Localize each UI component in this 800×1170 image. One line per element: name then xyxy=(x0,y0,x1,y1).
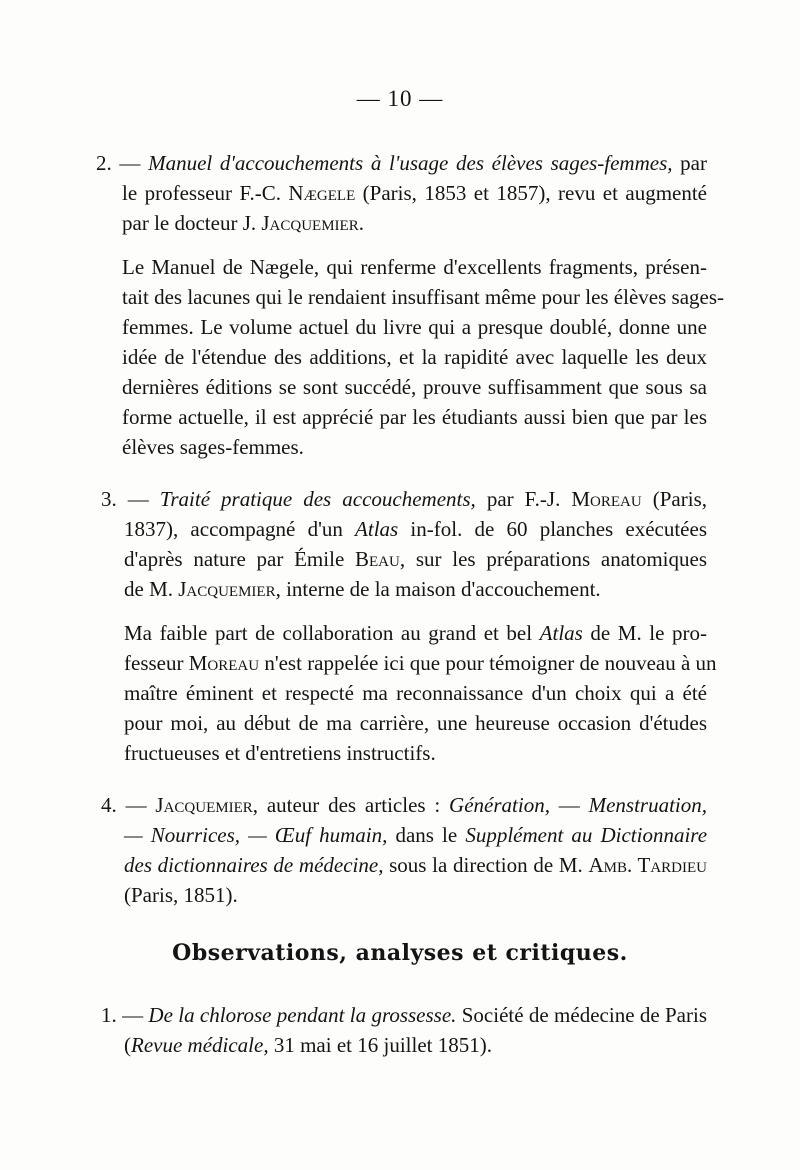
text: — xyxy=(549,793,589,817)
book-title: Manuel d'accouchements à l'usage des élèves sages-femmes, xyxy=(148,151,673,175)
book-title: Supplément au Dictionnaire xyxy=(465,823,708,847)
author-name: Moreau xyxy=(571,487,642,511)
entry-3-para-line: fructueuses et d'entretiens instructifs. xyxy=(124,741,436,765)
article-title: — Nourrices, — Œuf humain, xyxy=(124,823,388,847)
article-title: Menstruation, xyxy=(588,793,708,817)
book-title: Atlas xyxy=(539,621,583,645)
person-name: Amb. Tardieu xyxy=(588,853,707,877)
text: , auteur des articles : xyxy=(252,793,450,817)
text: in-fol. de 60 planches exécutées xyxy=(398,517,707,541)
text: par le docteur J. xyxy=(122,211,262,235)
author-name: Jacquemier xyxy=(261,211,359,235)
entry-4-line-3 xyxy=(124,850,707,880)
entry-4-line-4: (Paris, 1851). xyxy=(124,883,238,907)
text: de M. xyxy=(124,577,179,601)
observation-1-line-1 xyxy=(101,1000,707,1030)
entry-2-para-line: élèves sages-femmes. xyxy=(122,435,304,459)
text: sous la direction de M. xyxy=(383,853,589,877)
author-name: Jacquemier xyxy=(178,577,276,601)
article-title: De la chlorose pendant la grossesse. xyxy=(148,1003,457,1027)
section-heading: Observations, analyses et critiques. xyxy=(172,940,628,966)
entry-4-line-1 xyxy=(101,790,707,820)
entry-4-line-2 xyxy=(124,820,707,850)
entry-3-para-line xyxy=(124,618,707,648)
journal-title: Revue médicale, xyxy=(131,1033,269,1057)
person-name: Beau xyxy=(355,547,400,571)
entry-2-line-1 xyxy=(96,148,707,178)
text: dans le xyxy=(387,823,466,847)
entry-number: 2. — xyxy=(96,151,149,175)
text: , interne de la maison d'accouchement. xyxy=(275,577,601,601)
entry-3-line-3 xyxy=(124,544,707,574)
text: 31 mai et 16 juillet 1851). xyxy=(268,1033,492,1057)
book-title: Atlas xyxy=(355,517,399,541)
entry-3-para-line: maître éminent et respecté ma reconnaissance d'un choix qui a été xyxy=(124,681,707,705)
entry-2-para-line: tait des lacunes qui le rendaient insuffisant même pour les élèves sages- xyxy=(122,285,725,309)
text: par F.-J. xyxy=(475,487,572,511)
text: d'après nature par Émile xyxy=(124,547,356,571)
entry-2-line-3 xyxy=(122,208,364,238)
text: (Paris, 1853 et 1857), revu et augmenté xyxy=(355,181,707,205)
book-title: des dictionnaires de médecine, xyxy=(124,853,384,877)
text: par xyxy=(672,151,707,175)
text: Société de médecine de Paris xyxy=(456,1003,707,1027)
person-name: Moreau xyxy=(188,651,260,675)
text: 1837), accompagné d'un xyxy=(124,517,356,541)
entry-2-para-line: femmes. Le volume actuel du livre qui a presque doublé, donne une xyxy=(122,315,707,339)
entry-2-para-line: Le Manuel de Nægele, qui renferme d'excellents fragments, présen- xyxy=(122,255,707,279)
page-number: — 10 — xyxy=(356,86,444,111)
entry-3-line-2 xyxy=(124,514,707,544)
author-name: Nægele xyxy=(288,181,356,205)
text: , sur les préparations anatomiques xyxy=(399,547,708,571)
text: fesseur xyxy=(124,651,189,675)
article-title: Génération, xyxy=(449,793,550,817)
author-name: Jacquemier xyxy=(155,793,253,817)
text: de M. le pro- xyxy=(582,621,707,645)
text: ( xyxy=(124,1033,131,1057)
text: n'est rappelée ici que pour témoigner de nouveau à un xyxy=(259,651,717,675)
text: le professeur F.-C. xyxy=(122,181,289,205)
entry-3-line-4 xyxy=(124,574,601,604)
observation-1-line-2 xyxy=(124,1030,492,1060)
text: Ma faible part de collaboration au grand et bel xyxy=(124,621,540,645)
entry-2-para-line: dernières éditions se sont succédé, prouve suffisamment que sous sa xyxy=(122,375,707,399)
entry-number: 1. — xyxy=(101,1003,149,1027)
entry-3-line-1 xyxy=(101,484,707,514)
text: . xyxy=(358,211,364,235)
text: (Paris, xyxy=(641,487,707,511)
entry-number: 4. — xyxy=(101,793,156,817)
book-title: Traité pratique des accouchements, xyxy=(159,487,476,511)
entry-2-para-line: idée de l'étendue des additions, et la rapidité avec laquelle les deux xyxy=(122,345,707,369)
entry-2-para-line: forme actuelle, il est apprécié par les étudiants aussi bien que par les xyxy=(122,405,707,429)
entry-3-para-line xyxy=(124,648,717,678)
entry-3-para-line: pour moi, au début de ma carrière, une heureuse occasion d'études xyxy=(124,711,707,735)
entry-number: 3. — xyxy=(101,487,160,511)
entry-2-line-2 xyxy=(122,178,707,208)
